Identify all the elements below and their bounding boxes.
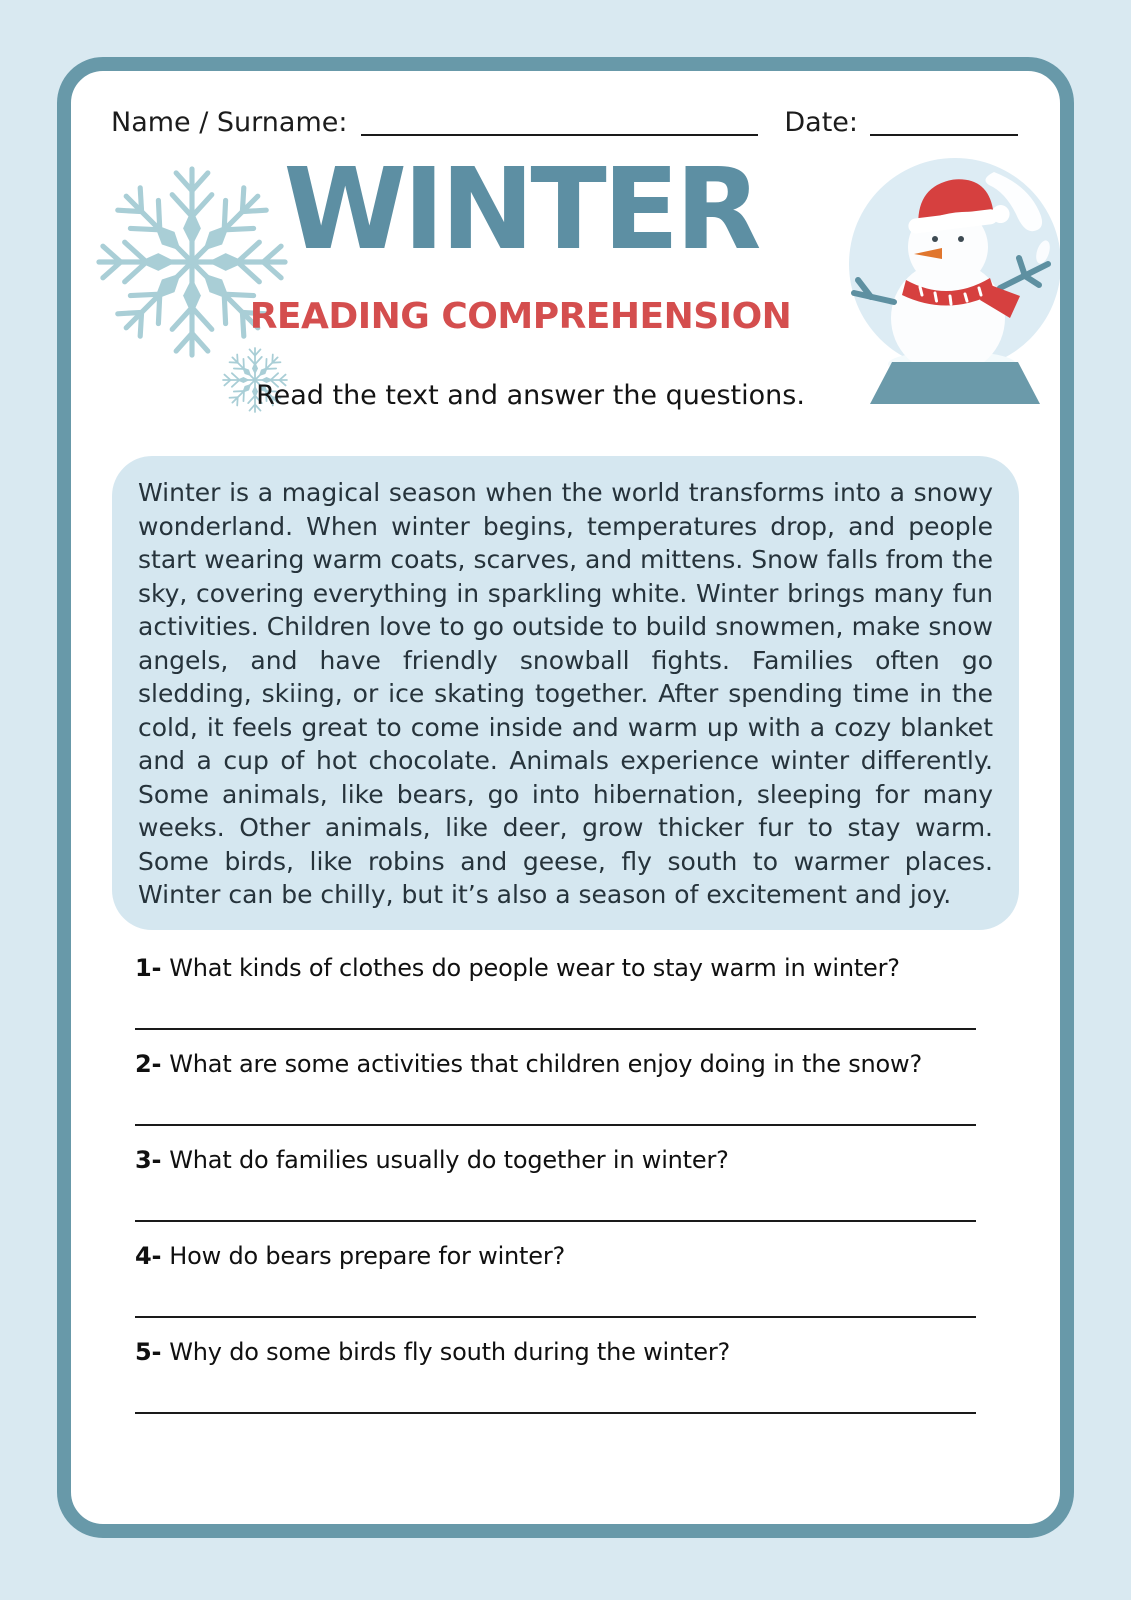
title-section xyxy=(71,144,1060,456)
answer-input-line[interactable] xyxy=(135,1314,976,1318)
passage-text: Winter is a magical season when the world transforms into a snowy wonderland. When winter begins, temperatures drop, and people start wearing warm coats, scarves, and mittens. Snow falls from the sky, covering everything in sparkling white. Winter brings many fun activities. Children love to go outside to build snowmen, make snow angels, and have friendly snowball fights. Families often go sledding, skiing, or ice skating together. After spending time in the cold, it feels great to come inside and warm up with a cozy blanket and a cup of hot chocolate. Animals experience winter differently. Some animals, like bears, go into hibernation, sleeping for many weeks. Other animals, like deer, grow thicker fur to stay warm. Some birds, like robins and geese, fly south to warmer places. Winter can be chilly, but it’s also a season of excitement and joy. xyxy=(138,478,993,909)
question-row xyxy=(135,954,998,1030)
question-row xyxy=(135,1146,998,1222)
passage-box xyxy=(112,456,1019,930)
question-text: 1- What kinds of clothes do people wear to stay warm in winter? xyxy=(135,953,900,982)
answer-input-line[interactable] xyxy=(135,1122,976,1126)
question-row xyxy=(135,1242,998,1318)
date-label: Date: xyxy=(784,107,858,138)
question-text: 2- What are some activities that children enjoy doing in the snow? xyxy=(135,1049,922,1078)
question-row xyxy=(135,1050,998,1126)
date-input-line[interactable] xyxy=(870,108,1018,136)
instruction-text: Read the text and answer the questions. xyxy=(256,380,805,411)
answer-input-line[interactable] xyxy=(135,1026,976,1030)
answer-input-line[interactable] xyxy=(135,1410,976,1414)
question-row xyxy=(135,1338,998,1414)
worksheet-card xyxy=(57,57,1074,1538)
page-title: WINTER xyxy=(283,145,758,275)
page-subtitle: READING COMPREHENSION xyxy=(249,296,792,337)
question-number: 5- xyxy=(135,1337,162,1366)
question-number: 1- xyxy=(135,953,162,982)
snowglobe-snowman-icon xyxy=(844,152,1066,416)
answer-input-line[interactable] xyxy=(135,1218,976,1222)
header-row xyxy=(71,71,1060,140)
question-text: 3- What do families usually do together in winter? xyxy=(135,1145,729,1174)
name-surname-label: Name / Surname: xyxy=(111,107,348,138)
question-number: 2- xyxy=(135,1049,162,1078)
questions-section xyxy=(135,954,998,1414)
question-text: 5- Why do some birds fly south during the winter? xyxy=(135,1337,731,1366)
question-number: 3- xyxy=(135,1145,162,1174)
question-number: 4- xyxy=(135,1241,162,1270)
name-input-line[interactable] xyxy=(361,108,758,136)
question-text: 4- How do bears prepare for winter? xyxy=(135,1241,566,1270)
